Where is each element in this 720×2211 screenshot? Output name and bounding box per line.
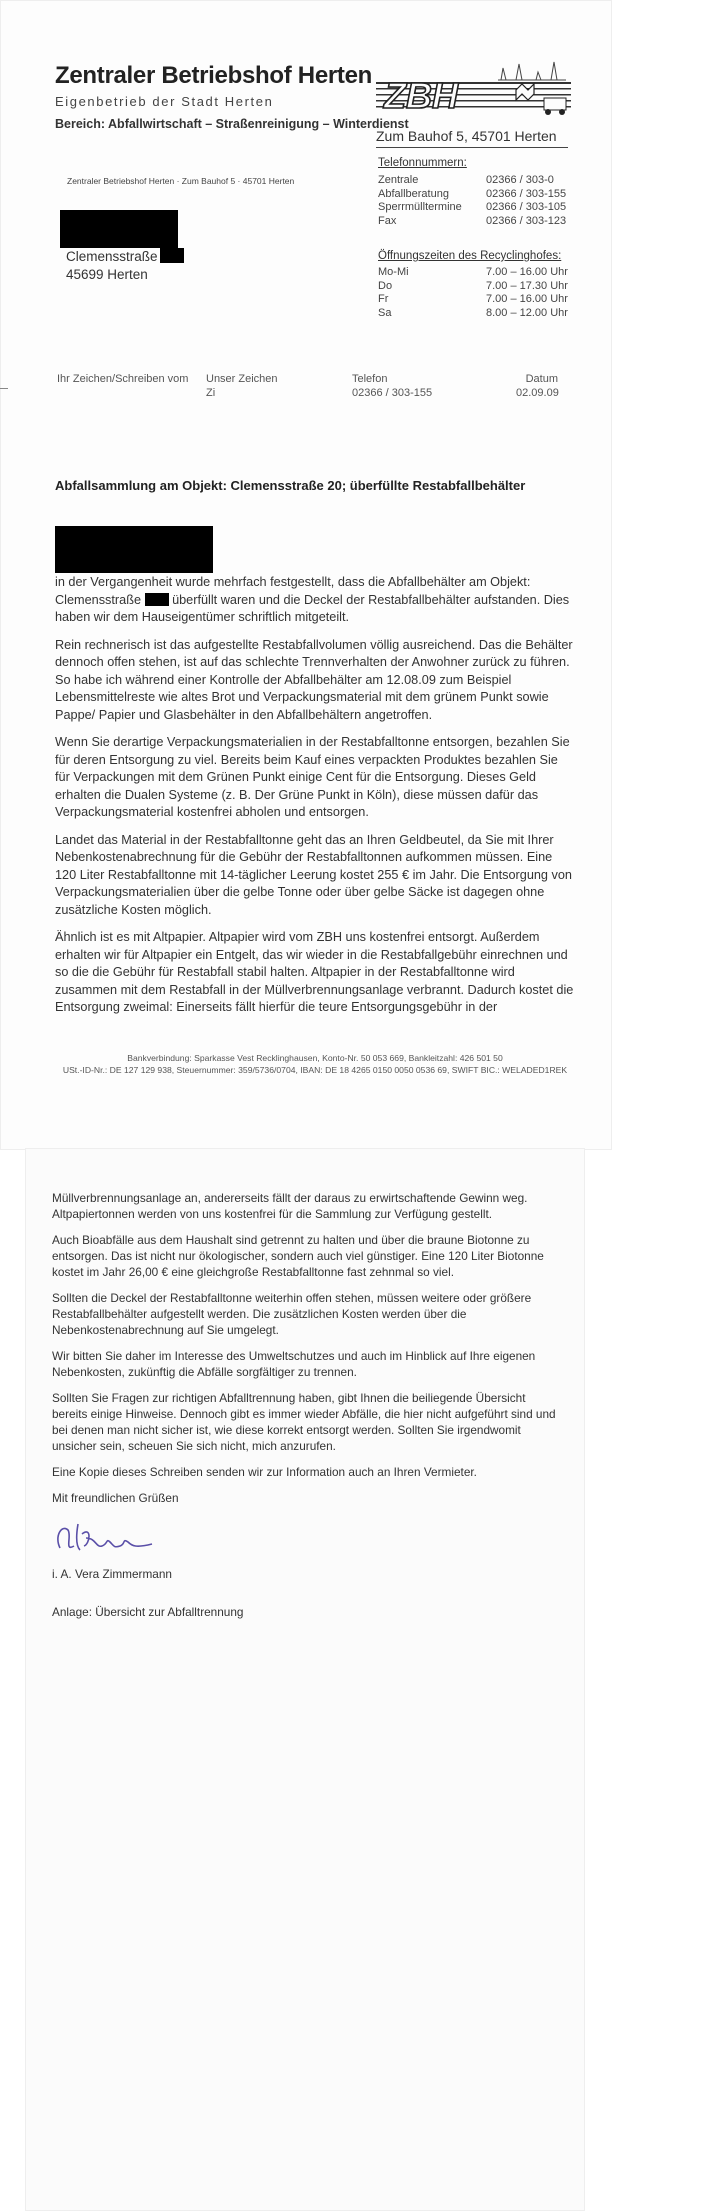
tax-line: USt.-ID-Nr.: DE 127 129 938, Steuernummer: 359/5736/0704, IBAN: DE 18 4265 0150 0050 0536 69, SWIFT BIC.: WELADED1REK xyxy=(62,1065,568,1075)
paragraph: Ähnlich ist es mit Altpapier. Altpapier wird vom ZBH uns kostenfrei entsorgt. Außerdem erhalten wir für Altpapier ein Entgelt, das wir wieder in die Restabfallgebühr einrechnen und so die die Gebühr für Restabfall stabil halten. Altpapier in der Restabfalltonne wird zusammen mit dem Restabfall in der Müllverbrennungsanlage verbrannt. Dadurch kostet die Entsorgung zweimal: Einerseits fällt hierfür die teure Entsorgungsgebühr in der xyxy=(55,930,574,1014)
date-value: 02.09.09 xyxy=(516,387,559,399)
our-ref-label: Unser Zeichen xyxy=(206,373,278,385)
paragraph-text: überfüllt waren und die Deckel der Restabfallbehälter aufstanden. Dies haben wir dem Hauseigentümer schriftlich mitgeteilt. xyxy=(55,592,570,624)
redacted-recipient-name xyxy=(60,210,178,248)
our-ref-value: Zi xyxy=(206,387,216,399)
signature xyxy=(52,1516,162,1562)
paragraph: Sollten die Deckel der Restabfalltonne weiterhin offen stehen, müssen weitere oder größere Restabfallbehälter aufgestellt werden. Die zusätzlichen Kosten werden über die Nebenkostenabrechnung auf Sie umgelegt. xyxy=(52,1291,532,1337)
phone-number: 02366 / 303-155 xyxy=(486,187,567,200)
paragraph: Rein rechnerisch ist das aufgestellte Restabfallvolumen völlig ausreichend. Das die Behälter dennoch offen stehen, ist auf das schlechte Trennverhalten der Anwohner zurück zu führen. So habe ich während einer Kontrolle der Abfallbehälter am 12.08.09 zum Beispiel Lebensmittelreste wie altes Brot und Verpackungsmaterial mit dem grünem Punkt sowie Pappe/ Papier und Glasbehälter in den Abfallbehältern angetroffen. xyxy=(55,637,573,722)
recipient-street: Clemensstraße xyxy=(66,249,158,264)
phone-heading: Telefonnummern: xyxy=(378,157,467,169)
sender-name: Zentraler Betriebshof Herten xyxy=(55,62,373,89)
hours-day: Do xyxy=(378,279,393,292)
closing: Mit freundlichen Grüßen xyxy=(52,1491,179,1505)
phone-ref xyxy=(352,372,432,400)
zbh-logo xyxy=(376,60,571,120)
hours-time: 8.00 – 12.00 Uhr xyxy=(486,306,568,319)
paragraph: Wenn Sie derartige Verpackungsmaterialien in der Restabfalltonne entsorgen, bezahlen Sie für deren Entsorgung zu viel. Bereits beim Kauf eines verpackten Produktes bezahlen Sie für Verpackungen mit dem Grünen Punkt einige Cent für die Entsorgung. Dieses Geld erhalten die Dualen Systeme (z. B. Der Grüne Punkt in Köln), diese müssen dafür das Verpackungsmaterial kostenfrei abholen und entsorgen. xyxy=(55,735,570,819)
paragraph: Wir bitten Sie daher im Interesse des Umweltschutzes und auch im Hinblick auf Ihre eigenen Nebenkosten, zukünftig die Abfälle sorgfältiger zu trennen. xyxy=(52,1349,536,1379)
date-ref xyxy=(516,372,558,400)
sender-area: Bereich: Abfallwirtschaft – Straßenreinigung – Winterdienst xyxy=(55,117,409,131)
logo-text: ZBH xyxy=(384,75,458,116)
page2-body xyxy=(52,1190,557,1630)
our-ref xyxy=(206,372,278,400)
fold-mark xyxy=(0,388,8,389)
recipient-block xyxy=(66,248,184,284)
signatory: i. A. Vera Zimmermann xyxy=(52,1567,172,1581)
paragraph xyxy=(55,574,575,627)
hours-heading: Öffnungszeiten des Recyclinghofes: xyxy=(378,250,562,262)
paragraph-text: in der Vergangenheit wurde mehrfach festgestellt, dass die Abfallbehälter am Objekt: Clemensstraße xyxy=(55,575,531,607)
hours-time: 7.00 – 16.00 Uhr xyxy=(486,293,568,305)
phone-number: 02366 / 303-123 xyxy=(486,214,567,227)
phone-number: 02366 / 303-105 xyxy=(486,201,567,213)
redacted-house-number xyxy=(160,248,184,263)
phone-number: 02366 / 303-0 xyxy=(486,174,554,186)
phone-ref-label: Telefon xyxy=(352,373,388,385)
hours-table xyxy=(378,266,568,320)
page1-body xyxy=(55,574,575,1027)
sender-address: Zum Bauhof 5, 45701 Herten xyxy=(376,128,568,148)
phone-label: Sperrmülltermine xyxy=(378,201,462,213)
attachment-note: Anlage: Übersicht zur Abfalltrennung xyxy=(52,1605,244,1619)
subject-line: Abfallsammlung am Objekt: Clemensstraße 20; überfüllte Restabfallbehälter xyxy=(55,478,526,493)
paragraph: Auch Bioabfälle aus dem Haushalt sind getrennt zu halten und über die braune Biotonne zu entsorgen. Das ist nicht nur ökologischer, sondern auch viel günstiger. Eine 120 Liter Biotonne kostet im Jahr 26,00 € eine gleichgroße Restabfalltonne fast zehnmal so viel. xyxy=(52,1233,544,1279)
date-label: Datum xyxy=(525,373,558,385)
paragraph: Sollten Sie Fragen zur richtigen Abfalltrennung haben, gibt Ihnen die beiliegende Übersicht bereits einige Hinweise. Dennoch gibt es immer wieder Abfälle, die hier nicht aufgeführt sind und bei denen man nicht sicher ist, wie diese korrekt entsorgt werden. Sollten Sie irgendwomit unsicher sein, scheuen Sie sich nicht, mich anzurufen. xyxy=(52,1391,556,1453)
sender-subtitle: Eigenbetrieb der Stadt Herten xyxy=(55,94,274,109)
phone-label: Abfallberatung xyxy=(378,187,449,200)
hours-day: Sa xyxy=(378,306,392,319)
hours-day: Fr xyxy=(378,293,389,305)
letter-page-1 xyxy=(0,0,612,1150)
bank-line: Bankverbindung: Sparkasse Vest Recklinghausen, Konto-Nr. 50 053 669, Bankleitzahl: 426 501 50 xyxy=(127,1053,503,1063)
paragraph: Landet das Material in der Restabfalltonne geht das an Ihren Geldbeutel, da Sie mit Ihrer Nebenkostenabrechnung für die Gebühr der Restabfalltonnen aufkommen müssen. Eine 120 Liter Restabfalltonne mit 14-täglicher Leerung kostet 255 € im Jahr. Die Entsorgung von Verpackungsmaterialien über die gelbe Tonne oder über gelbe Säcke ist dagegen ohne zusätzliche Kosten möglich. xyxy=(55,832,572,917)
bank-footer xyxy=(55,1052,575,1076)
paragraph: Eine Kopie dieses Schreiben senden wir zur Information auch an Ihren Vermieter. xyxy=(52,1465,477,1479)
redacted-house-number xyxy=(145,593,169,606)
phone-label: Zentrale xyxy=(378,174,419,186)
phone-table xyxy=(378,174,566,228)
return-address: Zentraler Betriebshof Herten · Zum Bauhof 5 · 45701 Herten xyxy=(67,176,295,186)
redacted-salutation xyxy=(55,526,213,573)
signature-space xyxy=(52,1516,557,1566)
your-ref-label: Ihr Zeichen/Schreiben vom xyxy=(57,373,189,385)
phone-label: Fax xyxy=(378,214,397,227)
paragraph: Müllverbrennungsanlage an, andererseits fällt der daraus zu erwirtschaftende Gewinn weg. Altpapiertonnen werden von uns kostenfrei für die Sammlung zur Verfügung gestellt. xyxy=(52,1191,528,1221)
hours-time: 7.00 – 17.30 Uhr xyxy=(486,279,568,292)
hours-time: 7.00 – 16.00 Uhr xyxy=(486,266,568,278)
hours-day: Mo-Mi xyxy=(378,266,409,278)
recipient-city: 45699 Herten xyxy=(66,267,148,282)
phone-ref-value: 02366 / 303-155 xyxy=(352,387,433,399)
